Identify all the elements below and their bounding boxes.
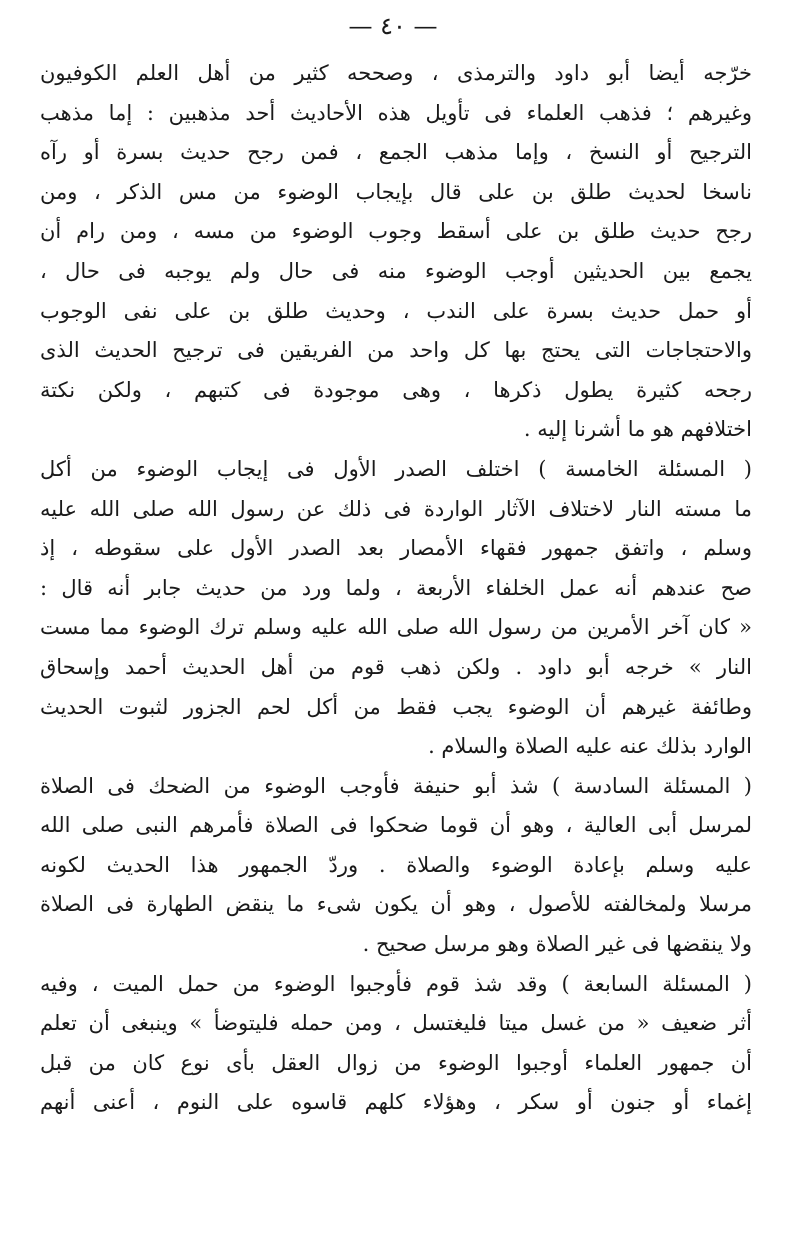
text-line: ( المسئلة السادسة ) شذ أبو حنيفة فأوجب الوضوء من الضحك فى الصلاة xyxy=(40,773,752,798)
text-line: عليه وسلم بإعادة الوضوء والصلاة . وردّ الجمهور هذا الحديث لكونه xyxy=(40,852,752,877)
text-line: وغيرهم ؛ فذهب العلماء فى تأويل هذه الأحاديث أحد مذهبين : إما مذهب xyxy=(40,100,752,125)
text-line: اختلافهم هو ما أشرنا إليه . xyxy=(523,417,752,442)
text-line: يجمع بين الحديثين أوجب الوضوء منه فى حال ولم يوجبه فى حال ، xyxy=(40,258,752,283)
text-line: أثر ضعيف « من غسل ميتا فليغتسل ، ومن حمله فليتوضأ » وينبغى أن تعلم xyxy=(40,1011,752,1036)
text-line: رجح حديث طلق بن على أسقط وجوب الوضوء من مسه ، ومن رام أن xyxy=(40,219,752,244)
text-line: وطائفة غيرهم أن الوضوء يجب فقط من أكل لحم الجزور لثبوت الحديث xyxy=(40,694,752,719)
text-line: صح عندهم أنه عمل الخلفاء الأربعة ، ولما ورد من حديث جابر أنه قال : xyxy=(40,575,752,600)
text-line: وسلم ، واتفق جمهور فقهاء الأمصار بعد الصدر الأول على سقوطه ، إذ xyxy=(40,536,752,561)
text-line: الوارد بذلك عنه عليه الصلاة والسلام . xyxy=(428,734,752,759)
text-line: « كان آخر الأمرين من رسول الله صلى الله عليه وسلم ترك الوضوء مما مست xyxy=(40,615,752,640)
text-line: أن جمهور العلماء أوجبوا الوضوء من زوال العقل بأى نوع كان من قبل xyxy=(40,1050,752,1075)
text-line: إغماء أو جنون أو سكر ، وهؤلاء كلهم قاسوه على النوم ، أعنى أنهم xyxy=(40,1090,752,1115)
body-text xyxy=(40,54,752,1123)
text-line: ( المسئلة السابعة ) وقد شذ قوم فأوجبوا الوضوء من حمل الميت ، وفيه xyxy=(40,971,752,996)
text-line: رجحه كثيرة يطول ذكرها ، وهى موجودة فى كتبهم ، ولكن نكتة xyxy=(40,377,752,402)
page-number: — ٤٠ — xyxy=(348,12,438,40)
text-line: والاحتجاجات التى يحتج بها كل واحد من الفريقين فى ترجيح الحديث الذى xyxy=(40,338,752,363)
text-line: لمرسل أبى العالية ، وهو أن قوما ضحكوا فى الصلاة فأمرهم النبى صلى الله xyxy=(40,813,752,838)
text-line: ( المسئلة الخامسة ) اختلف الصدر الأول فى إيجاب الوضوء من أكل xyxy=(40,456,752,481)
text-line: النار » خرجه أبو داود . ولكن ذهب قوم من أهل الحديث أحمد وإسحاق xyxy=(40,654,752,679)
text-line: الترجيح أو النسخ ، وإما مذهب الجمع ، فمن رجح حديث بسرة أو رآه xyxy=(40,140,752,165)
text-line: ما مسته النار لاختلاف الآثار الواردة فى ذلك عن رسول الله صلى الله عليه xyxy=(40,496,752,521)
text-line: أو حمل حديث بسرة على الندب ، وحديث طلق بن على نفى الوجوب xyxy=(40,298,752,323)
text-line: ناسخا لحديث طلق بن على قال بإيجاب الوضوء من مس الذكر ، ومن xyxy=(40,179,752,204)
text-line: خرّجه أيضا أبو داود والترمذى ، وصححه كثير من أهل العلم الكوفيون xyxy=(40,61,752,85)
text-line: ولا ينقضها فى غير الصلاة وهو مرسل صحيح . xyxy=(362,932,752,957)
text-line: مرسلا ولمخالفته للأصول ، وهو أن يكون شىء ما ينقض الطهارة فى الصلاة xyxy=(40,892,752,917)
